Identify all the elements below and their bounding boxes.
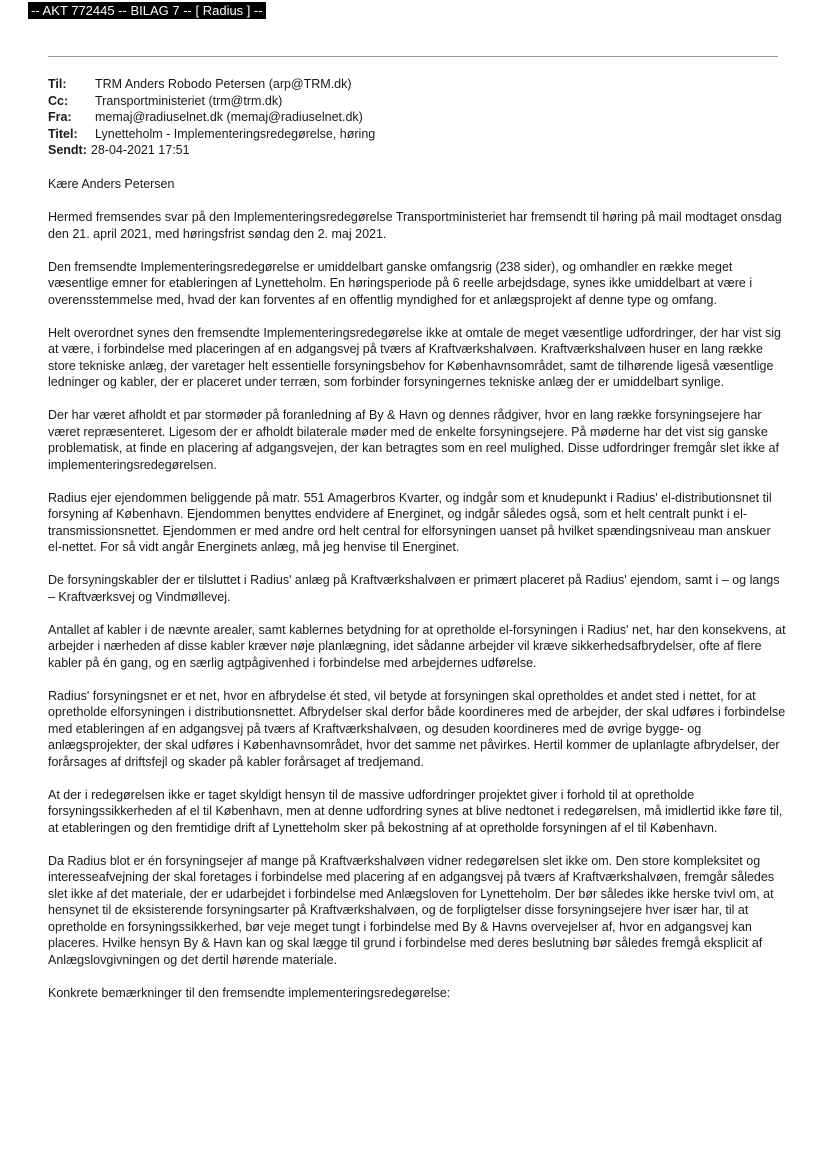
title-row	[48, 126, 778, 143]
email-header	[48, 76, 778, 159]
paragraph-9: At der i redegørelsen ikke er taget skyldigt hensyn til de massive udfordringer projektet giver i forhold til at opretholde forsyningssikkerheden af el til København, men at denne udfordring synes at blive nedtonet i redegørelsen, må imidlertid ikke føre til, at etableringen og den fremtidige drift af Lynetteholm sker på bekostning af at opretholde forsyningen af el til København.	[48, 787, 783, 835]
sent-row	[48, 142, 778, 159]
email-body	[48, 176, 786, 1018]
paragraph-3: Helt overordnet synes den fremsendte Implementeringsredegørelse ikke at omtale de meget væsentlige udfordringer, der har vist sig at være, i forbindelse med placeringen af en adgangsvej på tværs af Kraftværkshalvøen. Kraftværkshalvøen huser en lang række store tekniske anlæg, der varetager helt essentielle forsyningsbehov for Københavnsområdet, samt de tilhørende ligeså væsentlige ledninger og kabler, der er placeret under terræn, som forbinder forsyningernes tekniske anlæg der er umiddelbart synlige.	[48, 325, 782, 389]
to-row	[48, 76, 778, 93]
paragraph-8: Radius' forsyningsnet er et net, hvor en afbrydelse ét sted, vil betyde at forsyningen skal opretholdes et andet sted i nettet, for at opretholde elforsyningen i distributionsnettet. Afbrydelser skal derfor både koordineres med de arbejder, der skal udføres i forbindelse med etableringen af en adgangsvej på tværs af Kraftværkshalvøen, og desuden koordineres med de øvrige bygge- og anlægsprojekter, der skal udføres i Københavnsområdet, hvor det samme net påvirkes. Hertil kommer de uplanlagte afbrydelser, der forårsages af driftsfejl og skader på kabler forårsaget af tredjemand.	[48, 688, 786, 769]
sent-label: Sendt:	[48, 143, 87, 157]
title-value: Lynetteholm - Implementeringsredegørelse, høring	[95, 126, 376, 141]
paragraph-2: Den fremsendte Implementeringsredegørelse er umiddelbart ganske omfangsrig (238 sider), og omhandler en række meget væsentlige emner for etableringen af Lynetteholm. En høringsperiode på 6 reelle arbejdsdage, synes ikke umiddelbart at være i overensstemmelse med, hvad der kan forventes af en offentlig myndighed for et anlægsprojekt af denne type og omfang.	[48, 259, 753, 307]
cc-row	[48, 93, 778, 110]
paragraph-7: Antallet af kabler i de nævnte arealer, samt kablernes betydning for at opretholde el-forsyningen i Radius' net, har den konsekvens, at arbejder i nærheden af disse kabler kræver nøje planlægning, idet sådanne arbejder vil kræve sikkerhedsafbrydelser, ofte af flere kabler på én gang, og en særlig agtpågivenhed i forbindelse med arbejdernes udførelse.	[48, 622, 786, 670]
document-stamp: -- AKT 772445 -- BILAG 7 -- [ Radius ] --	[28, 2, 266, 19]
header-divider	[48, 56, 778, 57]
title-label: Titel:	[48, 126, 78, 141]
paragraph-5: Radius ejer ejendommen beliggende på matr. 551 Amagerbros Kvarter, og indgår som et knudepunkt i Radius' el-distributionsnet til forsyning af København. Ejendommen benyttes endvidere af Energinet, og indgår således også, som et helt centralt punkt i el-transmissionsnettet. Ejendommen er med andre ord helt central for elforsyningen uanset på hvilket spændingsniveau man anskuer el-nettet. For så vidt angår Energinets anlæg, må jeg henvise til Energinet.	[48, 490, 772, 554]
paragraph-6: De forsyningskabler der er tilsluttet i Radius' anlæg på Kraftværkshalvøen er primært placeret på Radius' ejendom, samt i – og langs – Kraftværksvej og Vindmøllevej.	[48, 573, 780, 604]
paragraph-4: Der har været afholdt et par stormøder på foranledning af By & Havn og dennes rådgiver, hvor en lang række forsyningsejere har været repræsenteret. Ligesom der er afholdt bilaterale møder med de enkelte forsyningsejere. På møderne har det vist sig ganske problematisk, at finde en placering af adgangsvejen, der kan betragtes som en reel mulighed. Disse udfordringer fremgår slet ikke af implementeringsredegørelsen.	[48, 408, 779, 472]
from-row	[48, 109, 778, 126]
sent-value: 28-04-2021 17:51	[90, 143, 190, 157]
greeting: Kære Anders Petersen	[48, 177, 175, 191]
from-label: Fra:	[48, 110, 72, 124]
to-label: Til:	[48, 77, 67, 91]
paragraph-11: Konkrete bemærkninger til den fremsendte implementeringsredegørelse:	[48, 985, 451, 1000]
paragraph-1: Hermed fremsendes svar på den Implementeringsredegørelse Transportministeriet har fremsendt til høring på mail modtaget onsdag den 21. april 2021, med høringsfrist søndag den 2. maj 2021.	[48, 210, 782, 241]
cc-label: Cc:	[48, 93, 69, 108]
cc-value: Transportministeriet (trm@trm.dk)	[95, 93, 283, 108]
to-value: TRM Anders Robodo Petersen (arp@TRM.dk)	[95, 77, 352, 91]
from-value: memaj@radiuselnet.dk (memaj@radiuselnet.dk)	[95, 110, 363, 124]
paragraph-10: Da Radius blot er én forsyningsejer af mange på Kraftværkshalvøen vidner redegørelsen slet ikke om. Den store kompleksitet og interesseafvejning der skal foretages i forbindelse med placering af en adgangsvej på tværs af Kraftværkshalvøen, fremgår således slet ikke af det materiale, der er udarbejdet i forbindelse med Anlægsloven for Lynetteholm. Der bør således ikke herske tvivl om, at hensynet til de eksisterende forsyningsarter på Kraftværkshalvøen, og de forpligtelser disse forsyningsejere hver især har, til at opretholde en forsyningssikkerhed, bør veje meget tungt i forbindelse med By & Havns overvejelser af, hvor en adgangsvej kan placeres. Hvilke hensyn By & Havn kan og skal lægge til grund i forbindelse med deres beslutning bør således fremgå eksplicit af Anlægslovgivningen og det dertil hørende materiale.	[48, 853, 775, 967]
